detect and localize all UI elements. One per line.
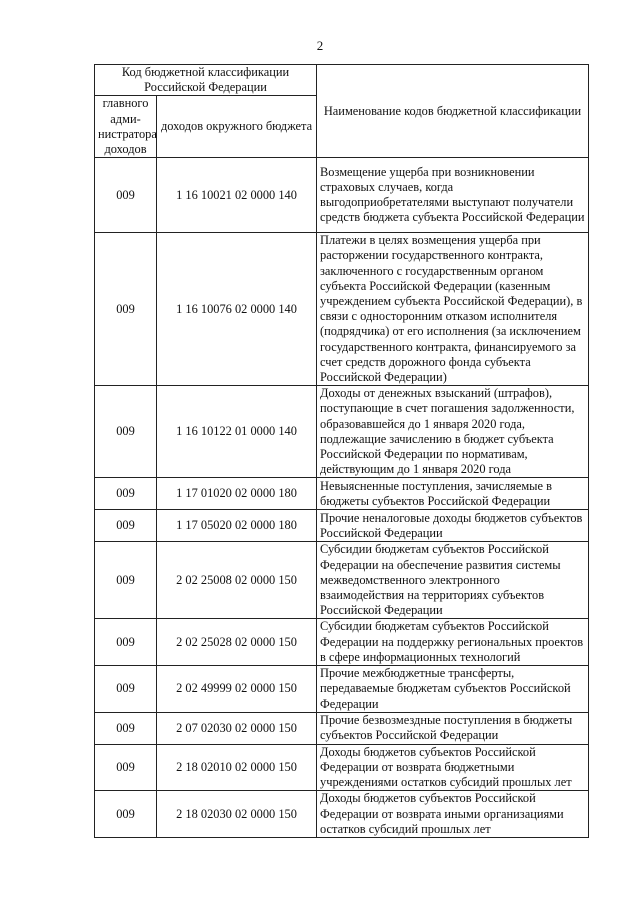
table-row xyxy=(95,386,589,478)
budget-code-cell: 1 16 10076 02 0000 140 xyxy=(157,233,317,386)
table-row xyxy=(95,233,589,386)
budget-classification-table xyxy=(94,64,589,838)
code-name-cell: Доходы от денежных взысканий (штрафов), поступающие в счет погашения задолженности, образовавшейся до 1 января 2020 года, подлежащие зачислению в бюджет субъекта Российской Федерации по нормативам, действующим до 1 января 2020 года xyxy=(317,386,589,478)
admin-code-cell: 009 xyxy=(95,542,157,619)
table-row xyxy=(95,619,589,666)
budget-code-cell: 2 18 02030 02 0000 150 xyxy=(157,791,317,838)
admin-code-cell: 009 xyxy=(95,386,157,478)
admin-code-cell: 009 xyxy=(95,158,157,233)
header-chief-administrator: главного адми-нистратора доходов xyxy=(95,96,157,158)
admin-code-cell: 009 xyxy=(95,712,157,744)
admin-code-cell: 009 xyxy=(95,510,157,542)
table-row xyxy=(95,666,589,713)
budget-code-cell: 2 02 49999 02 0000 150 xyxy=(157,666,317,713)
table-row xyxy=(95,744,589,791)
budget-code-cell: 1 16 10122 01 0000 140 xyxy=(157,386,317,478)
table-body xyxy=(95,158,589,838)
budget-code-cell: 1 17 05020 02 0000 180 xyxy=(157,510,317,542)
header-budget-classification-code: Код бюджетной классификации Российской Федерации xyxy=(95,65,317,96)
budget-code-cell: 2 02 25008 02 0000 150 xyxy=(157,542,317,619)
page-number: 2 xyxy=(316,38,324,53)
budget-code-cell: 2 07 02030 02 0000 150 xyxy=(157,712,317,744)
code-name-cell: Прочие неналоговые доходы бюджетов субъектов Российской Федерации xyxy=(317,510,589,542)
code-name-cell: Невыясненные поступления, зачисляемые в бюджеты субъектов Российской Федерации xyxy=(317,478,589,510)
admin-code-cell: 009 xyxy=(95,478,157,510)
code-name-cell: Прочие межбюджетные трансферты, передаваемые бюджетам субъектов Российской Федерации xyxy=(317,666,589,713)
table-header xyxy=(95,65,589,158)
admin-code-cell: 009 xyxy=(95,233,157,386)
header-code-name: Наименование кодов бюджетной классификации xyxy=(317,65,589,158)
table-row xyxy=(95,478,589,510)
code-name-cell: Субсидии бюджетам субъектов Российской Федерации на поддержку региональных проектов в сфере информационных технологий xyxy=(317,619,589,666)
code-name-cell: Прочие безвозмездные поступления в бюджеты субъектов Российской Федерации xyxy=(317,712,589,744)
code-name-cell: Доходы бюджетов субъектов Российской Федерации от возврата бюджетными учреждениями остатков субсидий прошлых лет xyxy=(317,744,589,791)
table-row xyxy=(95,510,589,542)
budget-code-cell: 2 18 02010 02 0000 150 xyxy=(157,744,317,791)
budget-code-cell: 1 17 01020 02 0000 180 xyxy=(157,478,317,510)
admin-code-cell: 009 xyxy=(95,791,157,838)
admin-code-cell: 009 xyxy=(95,619,157,666)
admin-code-cell: 009 xyxy=(95,744,157,791)
code-name-cell: Субсидии бюджетам субъектов Российской Федерации на обеспечение развития системы межведомственного электронного взаимодействия на территориях субъектов Российской Федерации xyxy=(317,542,589,619)
code-name-cell: Возмещение ущерба при возникновении страховых случаев, когда выгодоприобретателями выступают получатели средств бюджета субъекта Российской Федерации xyxy=(317,158,589,233)
header-district-budget-revenue: доходов окружного бюджета xyxy=(157,96,317,158)
table-row xyxy=(95,158,589,233)
table-row xyxy=(95,712,589,744)
table-row xyxy=(95,542,589,619)
admin-code-cell: 009 xyxy=(95,666,157,713)
budget-code-cell: 1 16 10021 02 0000 140 xyxy=(157,158,317,233)
budget-code-cell: 2 02 25028 02 0000 150 xyxy=(157,619,317,666)
table-row xyxy=(95,791,589,838)
code-name-cell: Доходы бюджетов субъектов Российской Федерации от возврата иными организациями остатков субсидий прошлых лет xyxy=(317,791,589,838)
code-name-cell: Платежи в целях возмещения ущерба при расторжении государственного контракта, заключенного с государственным органом субъекта Российской Федерации (казенным учреждением субъекта Российской Федерации), в связи с односторонним отказом исполнителя (подрядчика) от его исполнения (за исключением государственного контракта, финансируемого за счет средств дорожного фонда субъекта Российской Федерации) xyxy=(317,233,589,386)
